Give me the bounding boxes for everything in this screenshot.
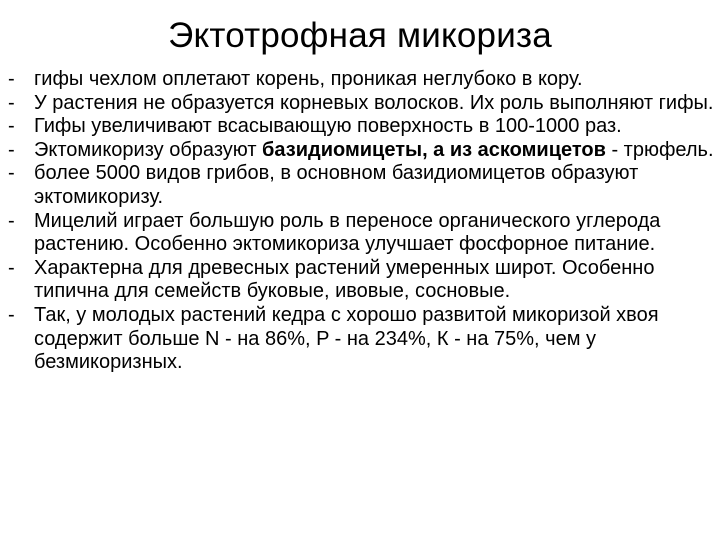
bullet-dash: - [8, 256, 15, 279]
bullet-text [34, 210, 660, 256]
bullet-list [8, 68, 714, 375]
bullet-item [8, 115, 714, 139]
bullet-text [34, 304, 659, 373]
bullet-fragment: более 5000 видов грибов, в основном базидиомицетов образуют эктомикоризу. [34, 162, 639, 208]
bullet-fragment: гифы чехлом оплетают корень, проникая неглубоко в кору. [34, 68, 583, 90]
bullet-dash: - [8, 91, 15, 114]
slide-title: Эктотрофная микориза [168, 16, 552, 55]
bullet-text [34, 139, 714, 161]
bullet-text [34, 257, 654, 303]
bullet-dash: - [8, 68, 15, 90]
bullet-text [34, 115, 622, 137]
bullet-item [8, 162, 714, 209]
bullet-dash: - [8, 162, 15, 185]
bullet-fragment: Характерна для древесных растений умеренных широт. Особенно типична для семейств буковые, ивовые, сосновые. [34, 256, 655, 303]
bullet-text [34, 68, 583, 90]
bullet-dash: - [8, 115, 15, 138]
bullet-fragment: Так, у молодых растений кедра с хорошо развитой микоризой хвоя содержит больше N - на 86%, P - на 234%, К - на 75%, чем у безмикоризных. [34, 303, 659, 374]
bullet-item [8, 92, 714, 116]
bullet-item [8, 304, 714, 375]
bullet-fragment: Мицелий играет большую роль в переносе органического углерода растению. Особенно эктомикориза улучшает фосфорное питание. [34, 209, 661, 256]
bullet-dash: - [8, 138, 15, 161]
bullet-bold-fragment: базидиомицеты, а из аскомицетов [262, 138, 606, 161]
bullet-item [8, 68, 714, 92]
bullet-text [34, 92, 713, 114]
bullet-dash: - [8, 303, 15, 326]
bullet-text [34, 162, 638, 208]
bullet-fragment: Гифы увеличивают всасывающую поверхность в 100-1000 раз. [34, 115, 622, 138]
bullet-item [8, 139, 714, 163]
bullet-fragment: У растения не образуется корневых волосков. Их роль выполняют гифы. [34, 91, 714, 114]
bullet-item [8, 210, 714, 257]
bullet-fragment: - трюфель. [605, 138, 714, 161]
bullet-item [8, 257, 714, 304]
bullet-fragment: Эктомикоризу образуют [34, 138, 263, 161]
bullet-dash: - [8, 209, 15, 232]
